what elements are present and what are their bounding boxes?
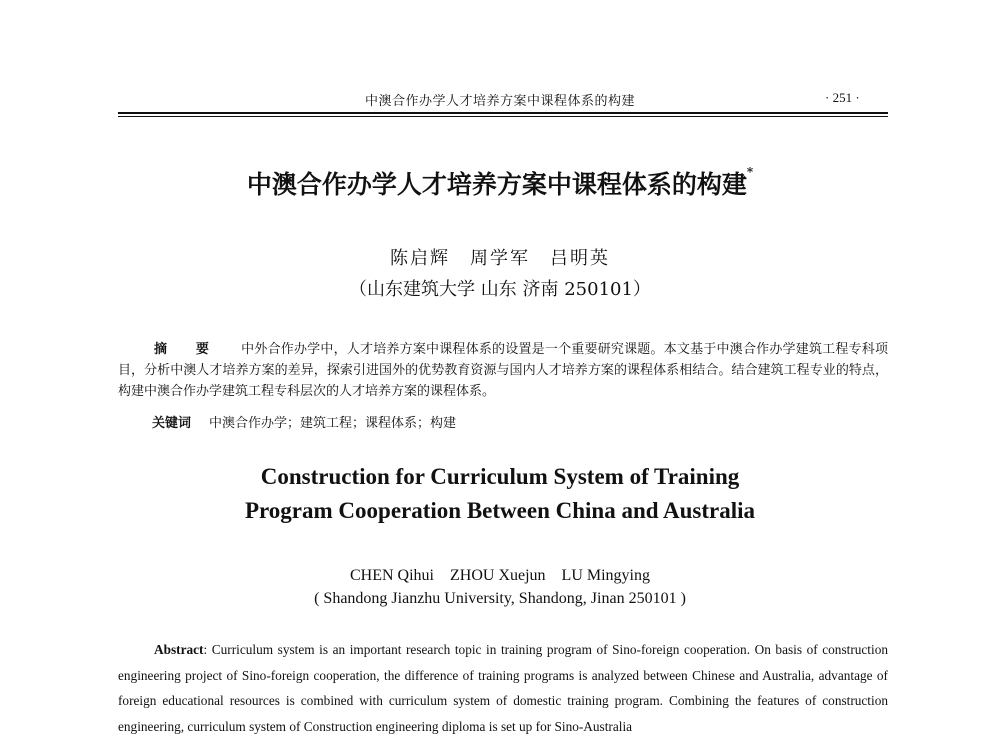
article-title-text: 中澳合作办学人才培养方案中课程体系的构建 [246, 170, 747, 199]
header-rule-thick [118, 112, 888, 114]
article-title-en [0, 460, 1000, 528]
header-rule-thin [118, 116, 888, 117]
page-number: · 251 · [825, 90, 860, 105]
keywords-cn-text: 中澳合作办学；建筑工程；课程体系；构建 [209, 416, 457, 431]
abstract-en-text: Curriculum system is an important research topic in training program of Sino-foreign cooperation. On basis of construction engineering project of Sino-foreign cooperation, the difference of training programs is analyzed between Chinese and Australia, advantage of foreign educational resources is combined with curriculum system of domestic training program. Combining the features of construction engineering, curriculum system of Construction engineering diploma is set up for Sino-Australia [118, 642, 888, 734]
keywords-cn-label: 关键词 [152, 416, 192, 431]
article-title-en-line1: Construction for Curriculum System of Training [260, 464, 740, 489]
authors-en: CHEN Qihui ZHOU Xuejun LU Mingying [350, 567, 650, 584]
abstract-cn [118, 339, 888, 402]
abstract-cn-text: 中外合作办学中，人才培养方案中课程体系的设置是一个重要研究课题。本文基于中澳合作办学建筑工程专科项目，分析中澳人才培养方案的差异，探索引进国外的优势教育资源与国内人才培养方案的课程体系相结合。结合建筑工程专业的特点，构建中澳合作办学建筑工程专科层次的人才培养方案的课程体系。 [118, 342, 888, 399]
running-header-title: 中澳合作办学人才培养方案中课程体系的构建 [364, 94, 635, 109]
abstract-en [118, 637, 888, 739]
keywords-cn [152, 412, 456, 431]
affiliation-en: ( Shandong Jianzhu University, Shandong, Jinan 250101 ) [314, 590, 686, 607]
article-title-en-line2: Program Cooperation Between China and Australia [244, 498, 756, 523]
abstract-en-separator: : [203, 642, 208, 657]
abstract-en-label: Abstract [154, 642, 204, 657]
title-footnote-mark: * [746, 165, 754, 179]
authors-cn: 陈启辉 周学军 吕明英 [390, 248, 610, 269]
article-title-cn [0, 165, 1000, 201]
abstract-cn-label: 摘 要 [154, 342, 222, 357]
affiliation-cn: （山东建筑大学 山东 济南 250101） [349, 279, 651, 300]
